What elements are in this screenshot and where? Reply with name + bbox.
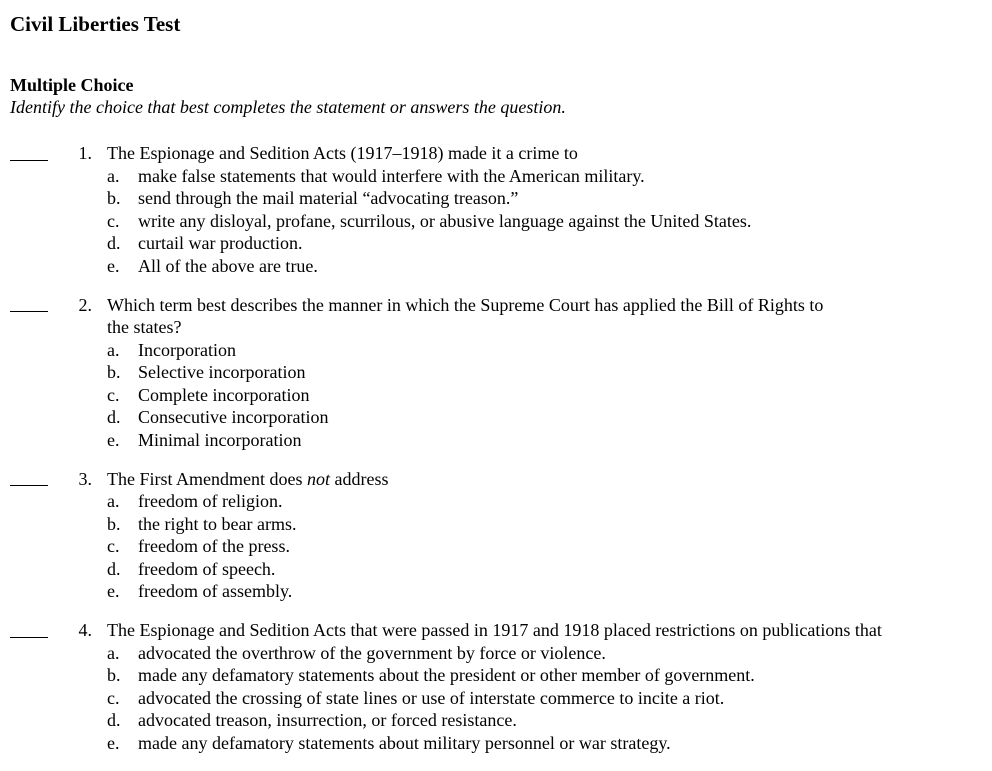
option [0,384,992,407]
option-text: All of the above are true. [138,255,318,276]
answer-blank[interactable] [10,142,48,165]
option-letter: e. [107,255,120,276]
option-letter: c. [107,384,120,405]
question-text: Which term best describes the manner in which the Supreme Court has applied the Bill of Rights to [107,294,824,315]
option [0,580,992,603]
option [0,513,992,536]
option-letter: c. [107,536,120,556]
option-letter: e. [107,429,120,450]
option [0,490,992,513]
answer-blank[interactable] [10,468,48,491]
option [0,535,992,558]
option-text: freedom of speech. [138,558,276,579]
section-heading: Multiple Choice [10,75,134,95]
option-letter: d. [107,558,121,579]
option-text: write any disloyal, profane, scurrilous, or abusive language against the United States. [138,210,752,231]
question-3 [0,468,992,603]
option [0,687,992,710]
option-text: made any defamatory statements about military personnel or war strategy. [138,732,671,753]
option-text: curtail war production. [138,233,303,253]
option [0,406,992,429]
instructions: Identify the choice that best completes the statement or answers the question. [10,97,566,117]
question-1 [0,142,992,277]
answer-blank[interactable] [10,294,48,317]
option-letter: d. [107,710,121,730]
question-text: The Espionage and Sedition Acts (1917–1918) made it a crime to [107,143,578,163]
option [0,361,992,384]
question-2 [0,294,992,452]
question-number: 3. [78,468,92,489]
option-text: Minimal incorporation [138,429,302,450]
question-4 [0,619,992,754]
question-text-continued: the states? [107,317,182,337]
option [0,642,992,665]
question-text-emphasis: not [306,468,330,489]
option-text: Selective incorporation [138,362,306,382]
option-text: advocated the overthrow of the government by force or violence. [138,642,606,663]
option [0,210,992,233]
option [0,558,992,581]
option-text: advocated the crossing of state lines or use of interstate commerce to incite a riot. [138,687,725,708]
option-text: freedom of the press. [138,536,290,556]
answer-blank[interactable] [10,619,48,642]
option-text: Complete incorporation [138,384,310,405]
option [0,165,992,188]
option-letter: b. [107,513,121,534]
option-letter: a. [107,339,120,360]
option-letter: a. [107,491,120,511]
option-text: send through the mail material “advocating treason.” [138,188,519,208]
question-text: The Espionage and Sedition Acts that were passed in 1917 and 1918 placed restrictions on publications that [107,620,882,640]
option-letter: a. [107,642,120,663]
option [0,187,992,210]
option-text: made any defamatory statements about the president or other member of government. [138,665,755,685]
option-text: Incorporation [138,339,236,360]
question-list [0,142,992,771]
option-text: make false statements that would interfere with the American military. [138,165,645,186]
option-letter: d. [107,407,121,427]
option [0,709,992,732]
option-text: freedom of assembly. [138,581,293,601]
option-letter: c. [107,687,120,708]
option-letter: d. [107,233,121,253]
question-text-part: address [330,468,389,489]
option-letter: b. [107,188,121,208]
option-text: the right to bear arms. [138,513,297,534]
question-text-part: The First Amendment does [107,468,307,489]
option [0,232,992,255]
option-letter: e. [107,581,120,601]
question-number: 1. [78,143,92,163]
option-text: freedom of religion. [138,491,283,511]
option [0,664,992,687]
option-text: Consecutive incorporation [138,407,329,427]
option-letter: c. [107,210,120,231]
option [0,732,992,755]
option-letter: a. [107,165,120,186]
option [0,255,992,278]
option-text: advocated treason, insurrection, or forced resistance. [138,710,517,730]
question-number: 2. [78,294,92,315]
option-letter: b. [107,665,121,685]
option [0,429,992,452]
test-title: Civil Liberties Test [10,12,181,36]
question-number: 4. [78,620,92,640]
question-text [107,468,388,491]
option-letter: b. [107,362,121,382]
option [0,339,992,362]
option-letter: e. [107,732,120,753]
